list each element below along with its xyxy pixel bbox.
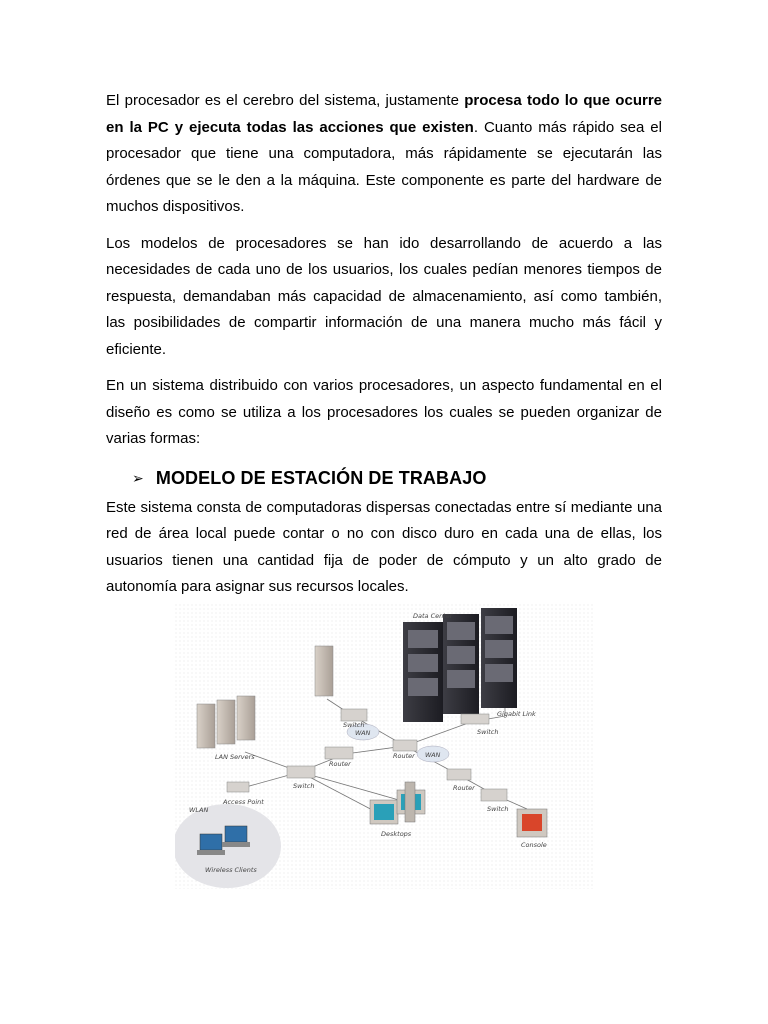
router-right-device [447, 769, 471, 780]
label-gigabit-link: Gigabit Link [497, 710, 536, 718]
label-console: Console [521, 841, 547, 849]
label-router-left: Router [329, 760, 351, 768]
arrow-bullet-icon: ➢ [132, 469, 144, 486]
network-diagram [175, 604, 595, 889]
switch-right-device [481, 789, 507, 801]
label-wlan: WLAN [189, 806, 209, 814]
label-desktops: Desktops [381, 830, 412, 838]
label-router-right: Router [453, 784, 475, 792]
switch-dc-device [461, 714, 489, 724]
label-router-mid: Router [393, 752, 415, 760]
label-switch-top: Switch [343, 721, 365, 729]
paragraph-1-bold: procesa todo lo que ocurre en la PC y ejecuta todas las acciones que existen [106, 92, 662, 136]
console-computer [517, 809, 547, 837]
router-mid-device [393, 740, 417, 751]
access-point-device [227, 782, 249, 792]
router-left-device [325, 747, 353, 759]
label-switch-dc: Switch [477, 728, 499, 736]
label-lan-servers: LAN Servers [215, 753, 255, 761]
paragraph-1 [106, 88, 662, 221]
section-title: MODELO DE ESTACIÓN DE TRABAJO [155, 467, 487, 488]
document-page [106, 88, 662, 611]
label-wan-right: WAN [425, 751, 441, 759]
paragraph-2: Los modelos de procesadores se han ido desarrollando de acuerdo a las necesidades de cada uno de los usuarios, los cuales pedían menores tiempos de respuesta, demandaban más capacidad de almacenamiento, así como también, las posibilidades de compartir información de una manera mucho más fácil y eficiente. [106, 234, 662, 358]
data-center-racks [403, 608, 517, 722]
switch-top-device [341, 709, 367, 721]
label-wan-left: WAN [355, 729, 371, 737]
paragraph-1-text: El procesador es el cerebro del sistema, justamente [106, 92, 465, 109]
label-switch-right: Switch [487, 805, 509, 813]
label-access-point: Access Point [223, 798, 264, 806]
server-tower [315, 646, 333, 696]
paragraph-3: En un sistema distribuido con varios procesadores, un aspecto fundamental en el diseño es como se utiliza a los procesadores los cuales se pueden organizar de varias formas: [106, 377, 662, 447]
section-heading [132, 465, 662, 491]
network-diagram-svg [175, 604, 595, 889]
label-switch-left: Switch [293, 782, 315, 790]
section-body: Este sistema consta de computadoras dispersas conectadas entre sí mediante una red de área local puede contar o no con disco duro en cada una de ellas, los usuarios tienen una cantidad fija de poder de cómputo y un alto grado de autonomía para asignar sus recursos locales. [106, 498, 662, 595]
lan-servers [197, 696, 255, 748]
switch-left-device [287, 766, 315, 778]
label-wireless-clients: Wireless Clients [205, 866, 257, 874]
label-data-center: Data Center [413, 612, 453, 620]
paragraph-1-text-end: . Cuanto más rápido sea el procesador que tiene una computadora, más rápidamente se ejecutarán las órdenes que se le den a la máquina. Este componente es parte del hardware de muchos dispositivos. [106, 118, 662, 215]
